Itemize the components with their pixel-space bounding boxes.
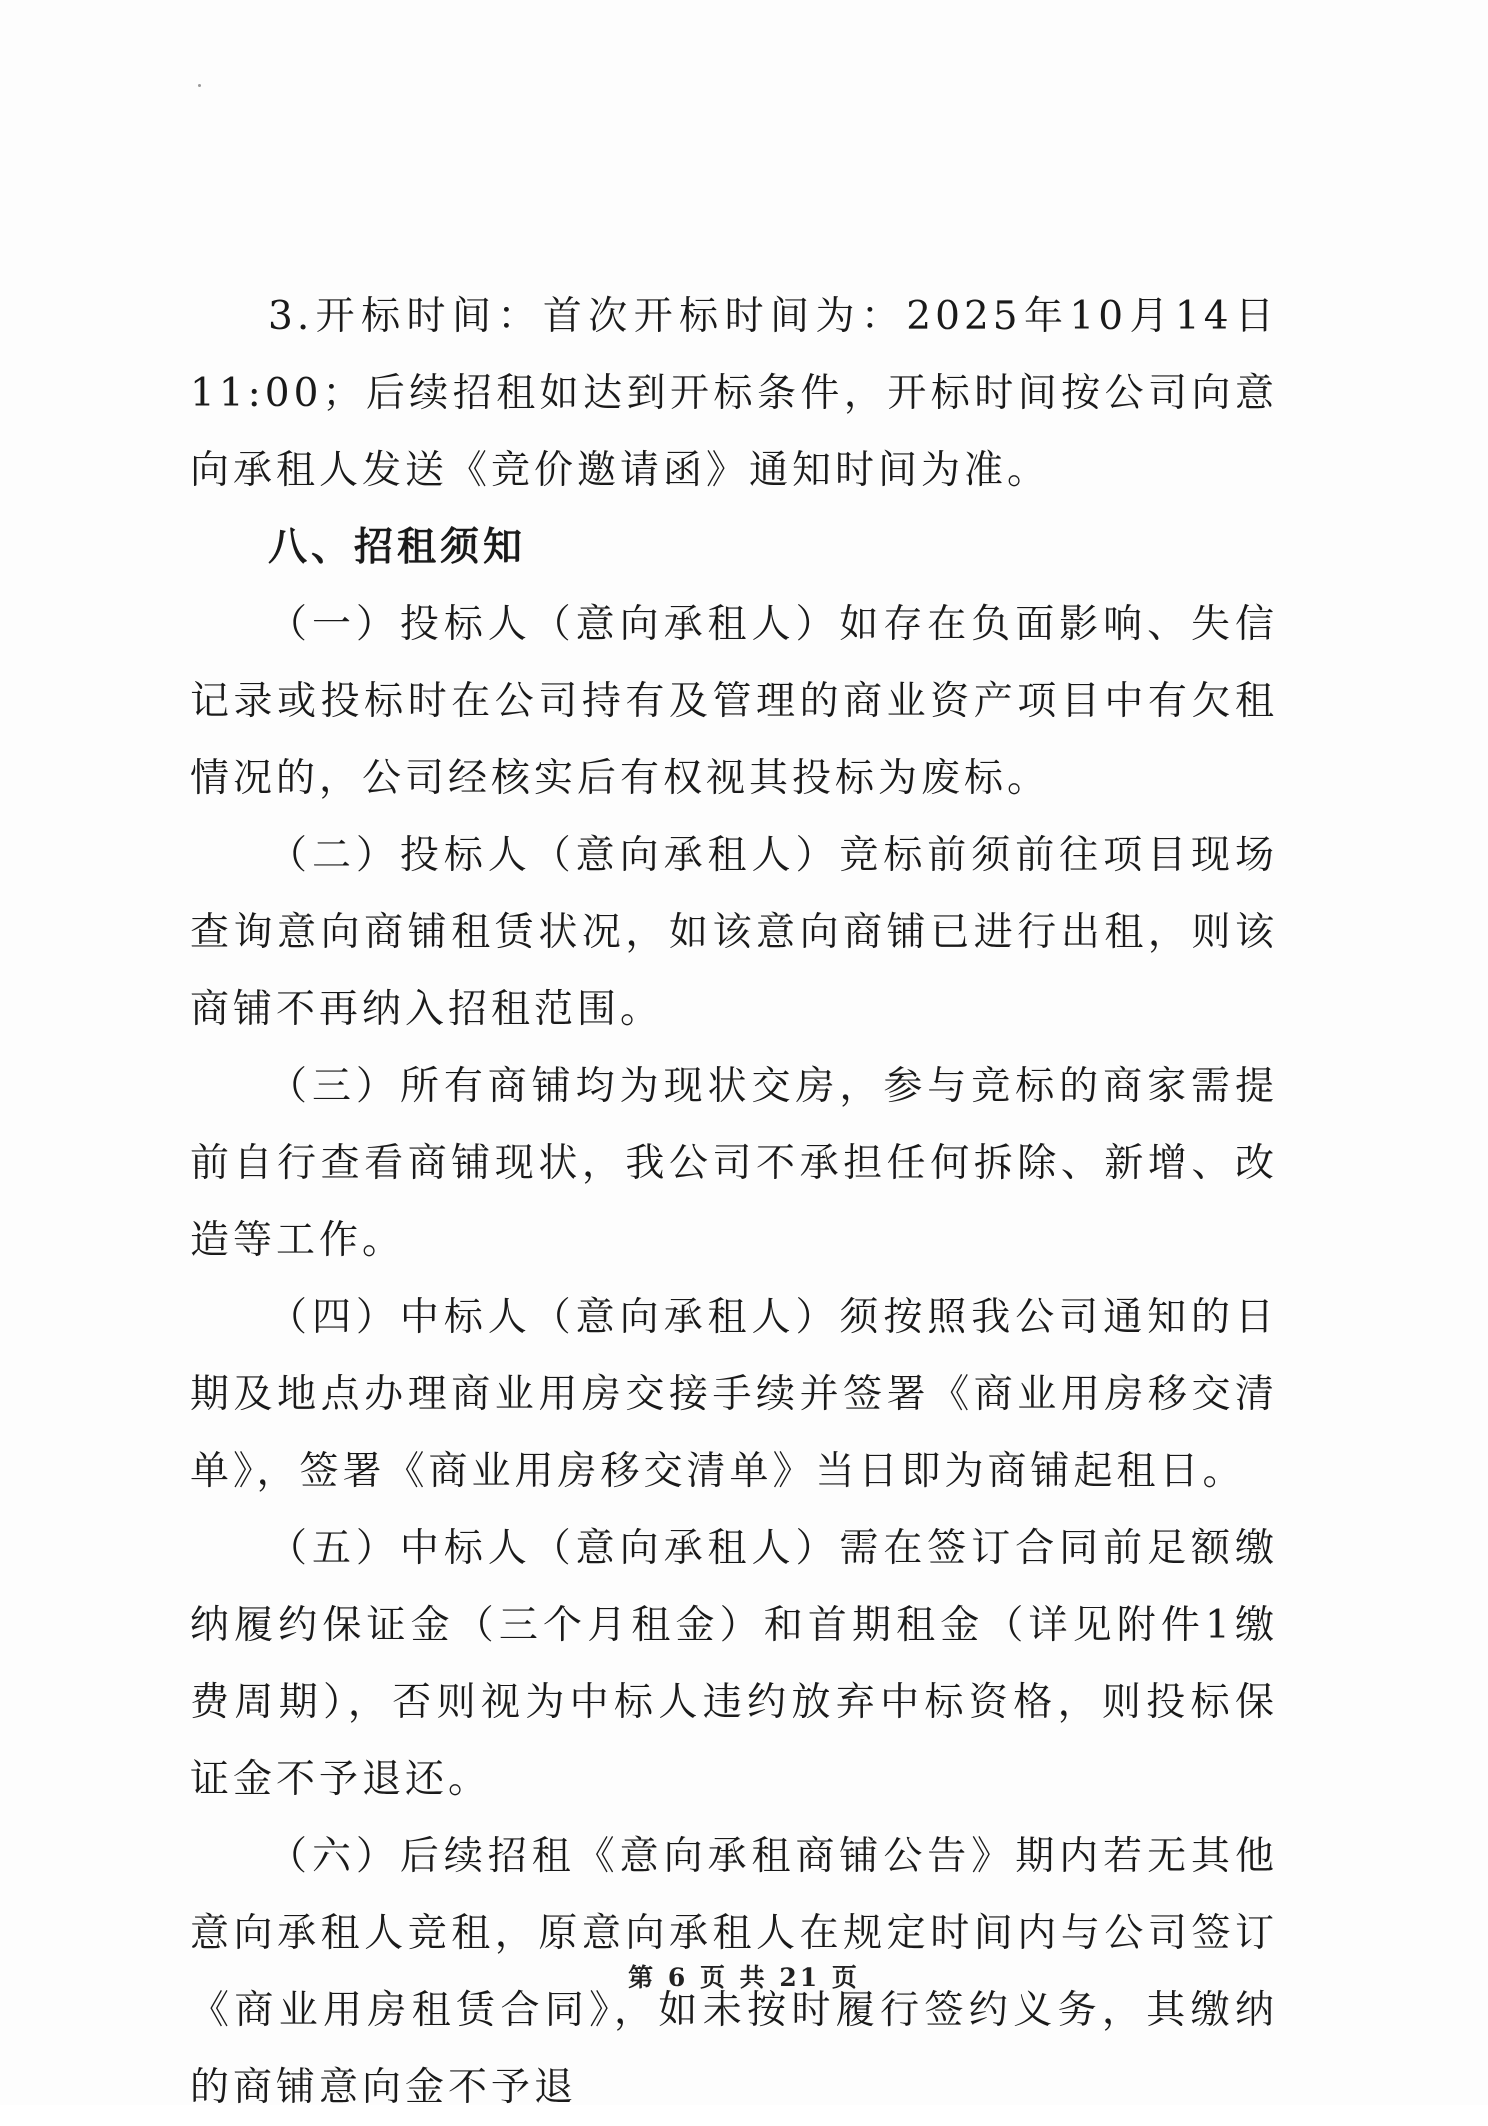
page-number-footer: 第 6 页 共 21 页 (628, 1963, 860, 1992)
document-body (190, 278, 1278, 2126)
paragraph-item-2: （二）投标人（意向承租人）竞标前须前往项目现场查询意向商铺租赁状况，如该意向商铺已进行出租，则该商铺不再纳入招租范围。 (190, 833, 1278, 1032)
paragraph-item-5: （五）中标人（意向承租人）需在签订合同前足额缴纳履约保证金（三个月租金）和首期租金（详见附件1缴费周期），否则视为中标人违约放弃中标资格，则投标保证金不予退还。 (190, 1526, 1278, 1802)
paragraph-item-4: （四）中标人（意向承租人）须按照我公司通知的日期及地点办理商业用房交接手续并签署《商业用房移交清单》，签署《商业用房移交清单》当日即为商铺起租日。 (190, 1295, 1278, 1494)
section-heading-tender-notice: 八、招租须知 (268, 525, 527, 570)
paragraph-item-6: （六）后续招租《意向承租商铺公告》期内若无其他意向承租人竞租，原意向承租人在规定时间内与公司签订《商业用房租赁合同》，如未按时履行签约义务，其缴纳的商铺意向金不予退 (190, 1834, 1278, 2110)
paragraph-item-1: （一）投标人（意向承租人）如存在负面影响、失信记录或投标时在公司持有及管理的商业资产项目中有欠租情况的，公司经核实后有权视其投标为废标。 (190, 602, 1278, 801)
scan-speck (198, 84, 201, 87)
paragraph-opening-time: 3.开标时间：首次开标时间为：2025年10月14日11:00；后续招租如达到开标条件，开标时间按公司向意向承租人发送《竞价邀请函》通知时间为准。 (190, 294, 1278, 493)
paragraph-item-3: （三）所有商铺均为现状交房，参与竞标的商家需提前自行查看商铺现状，我公司不承担任何拆除、新增、改造等工作。 (190, 1064, 1278, 1263)
